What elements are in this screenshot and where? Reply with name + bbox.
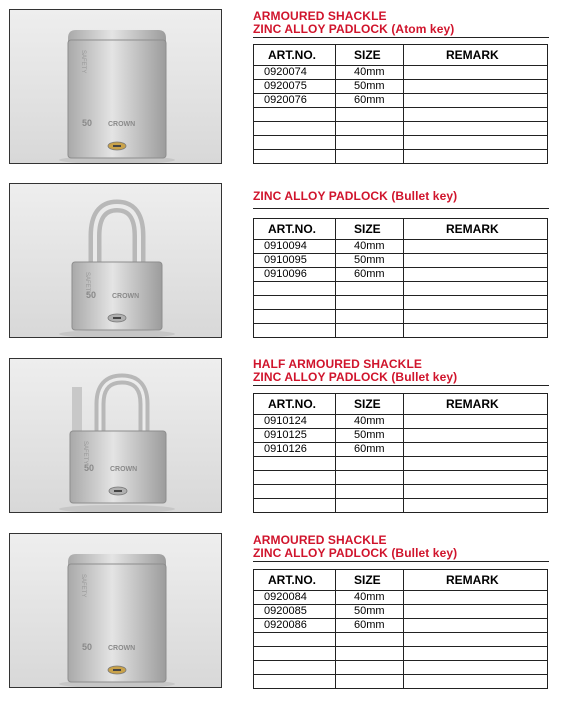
table-cell — [254, 675, 336, 689]
table-row — [254, 324, 548, 338]
table-cell: 50mm — [336, 429, 404, 443]
table-row — [254, 429, 548, 443]
table-cell: 40mm — [336, 66, 404, 80]
table-cell — [404, 66, 548, 80]
table-cell — [254, 296, 336, 310]
table-cell — [336, 499, 404, 513]
table-row — [254, 296, 548, 310]
table-cell — [254, 282, 336, 296]
table-cell — [336, 136, 404, 150]
svg-text:CROWN: CROWN — [108, 121, 136, 128]
table-cell: 0910096 — [254, 268, 336, 282]
table-cell — [254, 661, 336, 675]
table-cell — [404, 619, 548, 633]
svg-text:SAFETY: SAFETY — [84, 272, 90, 296]
product-title: ARMOURED SHACKLE ZINC ALLOY PADLOCK (Bullet key) — [253, 533, 458, 560]
table-cell — [404, 457, 548, 471]
table-cell — [336, 150, 404, 164]
table-cell — [404, 136, 548, 150]
table-row — [254, 591, 548, 605]
padlock-photo — [9, 358, 222, 513]
table-cell — [254, 499, 336, 513]
table-cell: 0910126 — [254, 443, 336, 457]
table-row — [254, 254, 548, 268]
table-row — [254, 108, 548, 122]
table-cell — [404, 633, 548, 647]
table-header-row — [254, 219, 548, 240]
svg-text:SAFETY: SAFETY — [82, 441, 88, 465]
table-cell — [336, 108, 404, 122]
table-row — [254, 485, 548, 499]
table-cell — [404, 499, 548, 513]
svg-text:CROWN: CROWN — [110, 466, 138, 473]
padlock-photo — [9, 9, 222, 164]
table-cell — [336, 296, 404, 310]
table-cell — [404, 310, 548, 324]
padlock-icon — [10, 10, 222, 164]
table-cell: 0920084 — [254, 591, 336, 605]
svg-text:50: 50 — [84, 463, 95, 473]
table-header-row — [254, 570, 548, 591]
table-header-row — [254, 394, 548, 415]
table-row — [254, 80, 548, 94]
table-cell: 0920074 — [254, 66, 336, 80]
title-underline — [253, 37, 549, 38]
table-cell: 0910124 — [254, 415, 336, 429]
column-header: ART.NO. — [254, 219, 336, 240]
column-header: SIZE — [336, 219, 404, 240]
padlock-icon — [10, 359, 222, 513]
table-cell: 0920076 — [254, 94, 336, 108]
table-cell: 60mm — [336, 94, 404, 108]
product-title: ZINC ALLOY PADLOCK (Bullet key) — [253, 189, 458, 203]
table-cell — [336, 310, 404, 324]
table-cell — [404, 108, 548, 122]
table-cell — [254, 136, 336, 150]
table-row — [254, 661, 548, 675]
table-cell: 0920085 — [254, 605, 336, 619]
table-cell — [404, 94, 548, 108]
table-row — [254, 675, 548, 689]
table-cell — [404, 485, 548, 499]
svg-text:CROWN: CROWN — [108, 645, 136, 652]
title-underline — [253, 561, 549, 562]
table-row — [254, 457, 548, 471]
table-cell — [404, 80, 548, 94]
table-header-row — [254, 45, 548, 66]
table-cell — [336, 675, 404, 689]
column-header: REMARK — [404, 570, 548, 591]
table-cell — [404, 647, 548, 661]
column-header: REMARK — [404, 45, 548, 66]
table-cell — [404, 429, 548, 443]
table-cell — [336, 661, 404, 675]
table-cell — [336, 471, 404, 485]
table-row — [254, 647, 548, 661]
spec-table — [253, 218, 548, 338]
padlock-photo — [9, 533, 222, 688]
table-cell — [254, 471, 336, 485]
table-cell — [254, 647, 336, 661]
table-cell — [254, 122, 336, 136]
table-row — [254, 268, 548, 282]
table-row — [254, 499, 548, 513]
table-cell: 40mm — [336, 591, 404, 605]
table-cell — [254, 150, 336, 164]
padlock-photo — [9, 183, 222, 338]
table-row — [254, 66, 548, 80]
table-cell: 60mm — [336, 443, 404, 457]
table-cell — [254, 457, 336, 471]
table-row — [254, 136, 548, 150]
table-cell — [404, 443, 548, 457]
svg-text:50: 50 — [86, 290, 97, 300]
table-row — [254, 282, 548, 296]
column-header: REMARK — [404, 219, 548, 240]
table-row — [254, 122, 548, 136]
title-underline — [253, 208, 549, 209]
svg-text:SAFETY: SAFETY — [80, 574, 86, 598]
table-cell — [336, 485, 404, 499]
column-header: ART.NO. — [254, 45, 336, 66]
table-cell — [404, 415, 548, 429]
table-cell — [404, 675, 548, 689]
svg-text:CROWN: CROWN — [112, 293, 140, 300]
table-cell: 0920075 — [254, 80, 336, 94]
table-cell: 50mm — [336, 605, 404, 619]
table-cell — [336, 647, 404, 661]
spec-table — [253, 393, 548, 513]
table-cell — [254, 485, 336, 499]
table-cell: 50mm — [336, 254, 404, 268]
padlock-icon — [10, 184, 222, 338]
table-row — [254, 633, 548, 647]
table-cell — [404, 661, 548, 675]
table-cell: 0910095 — [254, 254, 336, 268]
table-cell: 40mm — [336, 240, 404, 254]
table-cell — [254, 633, 336, 647]
column-header: ART.NO. — [254, 570, 336, 591]
spec-table — [253, 44, 548, 164]
table-row — [254, 415, 548, 429]
table-cell — [404, 268, 548, 282]
table-row — [254, 240, 548, 254]
table-cell — [404, 605, 548, 619]
table-cell — [404, 282, 548, 296]
table-cell — [404, 296, 548, 310]
table-cell — [404, 240, 548, 254]
table-row — [254, 150, 548, 164]
product-title: ARMOURED SHACKLE ZINC ALLOY PADLOCK (Atom key) — [253, 9, 455, 36]
table-cell — [404, 471, 548, 485]
svg-text:SAFETY: SAFETY — [80, 50, 86, 74]
column-header: ART.NO. — [254, 394, 336, 415]
table-row — [254, 443, 548, 457]
column-header: SIZE — [336, 394, 404, 415]
table-cell: 0910125 — [254, 429, 336, 443]
table-cell — [404, 254, 548, 268]
table-cell: 0920086 — [254, 619, 336, 633]
table-cell — [254, 108, 336, 122]
column-header: REMARK — [404, 394, 548, 415]
table-cell — [404, 150, 548, 164]
table-cell — [404, 122, 548, 136]
svg-text:50: 50 — [82, 118, 93, 128]
svg-text:50: 50 — [82, 642, 93, 652]
table-cell — [336, 282, 404, 296]
table-row — [254, 94, 548, 108]
table-row — [254, 605, 548, 619]
table-cell: 40mm — [336, 415, 404, 429]
padlock-icon — [10, 534, 222, 688]
title-underline — [253, 385, 549, 386]
table-cell — [404, 324, 548, 338]
table-cell — [404, 591, 548, 605]
table-cell: 60mm — [336, 619, 404, 633]
table-cell — [336, 324, 404, 338]
table-cell — [254, 324, 336, 338]
column-header: SIZE — [336, 45, 404, 66]
table-row — [254, 310, 548, 324]
table-cell: 50mm — [336, 80, 404, 94]
table-cell — [254, 310, 336, 324]
table-cell: 0910094 — [254, 240, 336, 254]
table-cell: 60mm — [336, 268, 404, 282]
table-cell — [336, 457, 404, 471]
table-cell — [336, 633, 404, 647]
table-cell — [336, 122, 404, 136]
table-row — [254, 619, 548, 633]
product-title: HALF ARMOURED SHACKLE ZINC ALLOY PADLOCK (Bullet key) — [253, 357, 458, 384]
table-row — [254, 471, 548, 485]
column-header: SIZE — [336, 570, 404, 591]
spec-table — [253, 569, 548, 689]
